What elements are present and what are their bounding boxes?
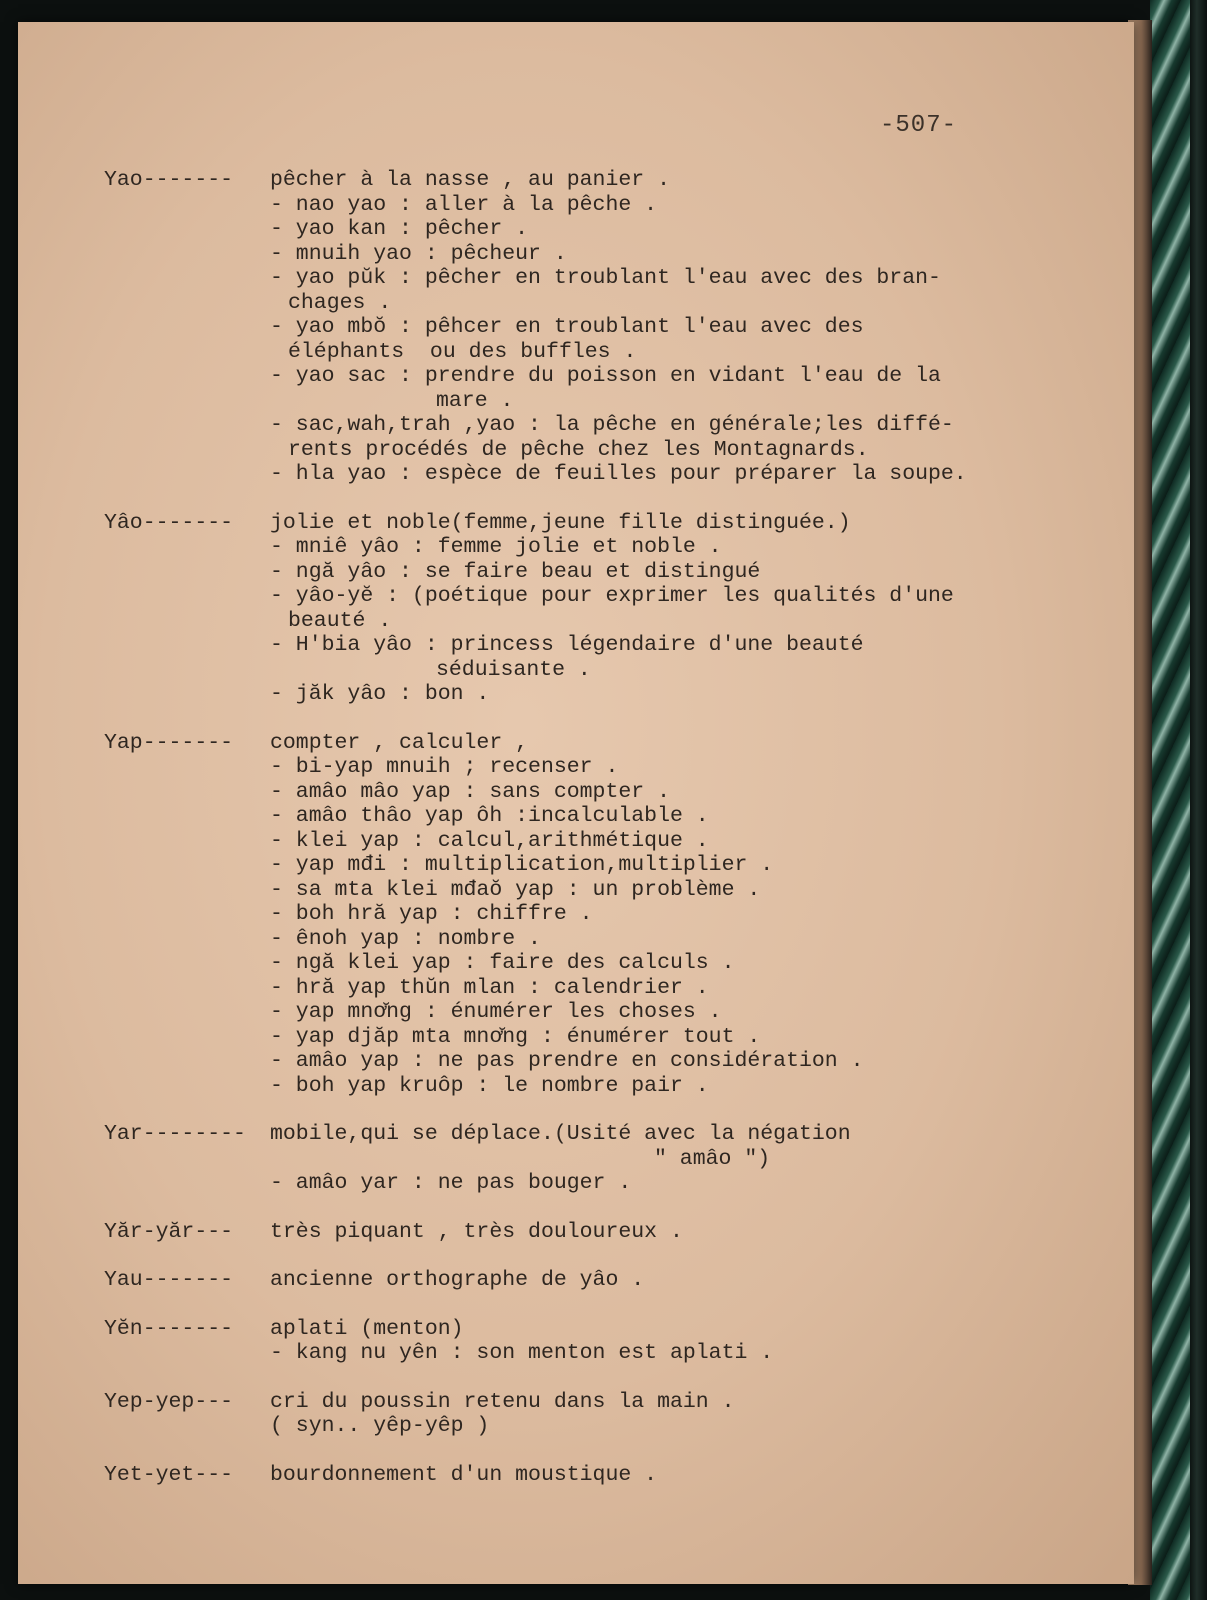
sub-entry: - H'bia yâo : princess légendaire d'une beauté — [270, 633, 864, 657]
headword: Yar-------- — [104, 1122, 246, 1146]
headword: Yau------- — [104, 1268, 234, 1292]
sub-entry: - boh yap kruôp : le nombre pair . — [270, 1073, 709, 1098]
continuation-line: chages . — [288, 290, 392, 315]
entry-yao — [104, 168, 1134, 487]
sub-entry: - boh hră yap : chiffre . — [270, 902, 593, 926]
synonym-line: ( syn.. yêp-yêp ) — [270, 1414, 490, 1438]
sub-entry: - yap mđi : multiplication,multiplier . — [270, 853, 774, 877]
sub-entry: - mniê yâo : femme jolie et noble . — [270, 535, 722, 559]
sub-entry: - hla yao : espèce de feuilles pour préparer la soupe. — [270, 462, 967, 486]
definition-line: bourdonnement d'un moustique . — [270, 1462, 658, 1487]
continuation-line: beauté . — [288, 608, 392, 633]
headword: Yao------- — [104, 168, 234, 192]
continuation-line: séduisante . — [436, 657, 591, 682]
sub-entry: - jăk yâo : bon . — [270, 682, 490, 706]
sub-entry: - mnuih yao : pêcheur . — [270, 241, 567, 266]
headword: Yep-yep--- — [104, 1389, 234, 1414]
sub-entry: - yao pŭk : pêcher en troublant l'eau avec des bran- — [270, 266, 941, 290]
entry-yao-circumflex — [104, 511, 1134, 707]
definition-line: très piquant , très douloureux . — [270, 1219, 683, 1244]
sub-entry: - sa mta klei mđaŏ yap : un problème . — [270, 877, 761, 902]
headword: Yăr-yăr--- — [104, 1219, 234, 1244]
definition-line: mobile,qui se déplace.(Usité avec la négation — [270, 1122, 851, 1146]
sub-entry: - kang nu yên : son menton est aplati . — [270, 1341, 774, 1365]
sub-entry: - ênoh yap : nombre . — [270, 926, 541, 951]
continuation-line: éléphants ou des buffles . — [288, 339, 637, 364]
dictionary-page — [18, 22, 1134, 1584]
sub-entry: - bi-yap mnuih ; recenser . — [270, 755, 619, 779]
sub-entry: - sac,wah,trah ,yao : la pêche en générale;les diffé- — [270, 413, 954, 437]
continuation-line: rents procédés de pêche chez les Montagnards. — [288, 437, 869, 462]
entry-yap — [104, 731, 1134, 1099]
page-number: -507- — [880, 112, 958, 139]
definition-line: cri du poussin retenu dans la main . — [270, 1389, 735, 1414]
entry-yar — [104, 1122, 1134, 1196]
sub-entry: - amâo mâo yap : sans compter . — [270, 779, 670, 804]
sub-entry: - nao yao : aller à la pêche . — [270, 192, 658, 217]
sub-entry: - yâo-yĕ : (poétique pour exprimer les qualités d'une — [270, 584, 954, 608]
headword: Yĕn------- — [104, 1316, 234, 1341]
definition-line: jolie et noble(femme,jeune fille distinguée.) — [270, 510, 851, 535]
entry-yen — [104, 1317, 1134, 1366]
continuation-line: " amâo ") — [654, 1146, 771, 1171]
marbled-binding-edge — [1150, 0, 1207, 1600]
sub-entry: - ngă klei yap : faire des calculs . — [270, 951, 735, 975]
definition-line: aplati (menton) — [270, 1316, 464, 1341]
entry-yau — [104, 1268, 1134, 1293]
sub-entry: - klei yap : calcul,arithmétique . — [270, 828, 709, 853]
headword: Yâo------- — [104, 510, 234, 535]
sub-entry: - yap djăp mta mnơ̆ng : énumérer tout . — [270, 1024, 761, 1049]
headword: Yet-yet--- — [104, 1462, 234, 1487]
sub-entry: - ngă yâo : se faire beau et distingué — [270, 559, 761, 584]
sub-entry: - yao mbŏ : pêhcer en troublant l'eau avec des — [270, 315, 864, 339]
definition-line: ancienne orthographe de yâo . — [270, 1268, 645, 1292]
entry-yet-yet — [104, 1463, 1134, 1488]
dictionary-entries — [104, 168, 1134, 1511]
sub-entry: - yao kan : pêcher . — [270, 217, 529, 241]
sub-entry: - amâo yar : ne pas bouger . — [270, 1171, 632, 1195]
definition-line: pêcher à la nasse , au panier . — [270, 168, 670, 192]
sub-entry: - yap mnơ̆ng : énumérer les choses . — [270, 1000, 722, 1024]
sub-entry: - yao sac : prendre du poisson en vidant l'eau de la — [270, 364, 941, 388]
sub-entry: - amâo yap : ne pas prendre en considération . — [270, 1049, 864, 1073]
headword: Yap------- — [104, 730, 234, 755]
continuation-line: mare . — [436, 388, 514, 413]
entry-yar-yar — [104, 1220, 1134, 1245]
entry-yep-yep — [104, 1390, 1134, 1439]
sub-entry: - hră yap thŭn mlan : calendrier . — [270, 975, 709, 1000]
sub-entry: - amâo thâo yap ôh :incalculable . — [270, 804, 709, 828]
definition-line: compter , calculer , — [270, 730, 529, 755]
